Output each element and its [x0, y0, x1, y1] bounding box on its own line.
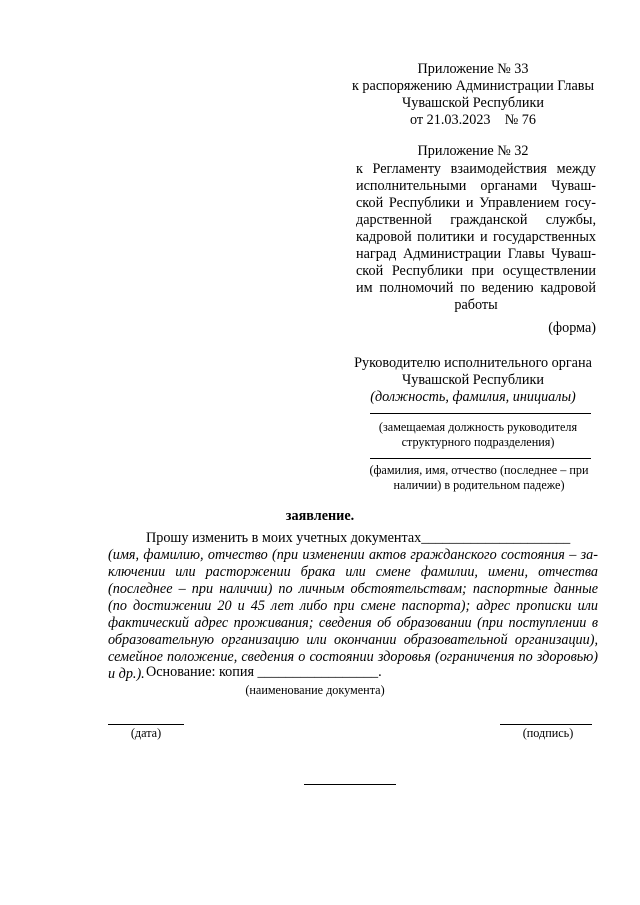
bottom-separator: [304, 784, 396, 785]
annex-33-date: от 21.03.2023 № 76: [410, 112, 536, 128]
annex-33-republic: Чувашской Республики: [402, 95, 544, 111]
request-italic-first-line: (имя, фамилию, отчество (при изменении актов гражданского состояния – за-: [108, 547, 598, 563]
annex-32-line: работы: [454, 297, 498, 313]
addressee-line2: Чувашской Республики: [402, 372, 544, 388]
form-label: (форма): [548, 320, 596, 336]
position-fill-line[interactable]: [370, 413, 591, 414]
annex-32-line: ской Республики и Управлением госу-: [356, 195, 596, 211]
annex-32-line: исполнительными органами Чуваш-: [356, 178, 596, 194]
addressee-hint: (должность, фамилия, инициалы): [370, 389, 576, 405]
signature-caption: (подпись): [522, 726, 574, 740]
annex-32-line: к Регламенту взаимодействия между: [356, 161, 596, 177]
statement-title: заявление.: [285, 508, 355, 524]
request-italic-text: ключении или расторжении брака или смене фамилии, имени, отчества (последнее – при наличии) по личным обстоятельствам; паспортные данные (по достижении 20 и 45 лет либо при смене паспорта); адрес прописки или фактический адрес проживания; сведения об образовании (при поступлении в образовательную организацию или окончании образовательной организации), семейное положение, сведения о состоянии здоровья (ограничения по здоровью) и др.).: [108, 564, 598, 682]
annex-33-header: [350, 61, 596, 129]
date-caption: (дата): [130, 726, 162, 740]
annex-32-line: кадровой политики и государственных: [356, 229, 596, 245]
annex-32-line: наград Администрации Главы Чуваш-: [356, 246, 596, 262]
annex-32-line: ской Республики при осуществлении: [356, 263, 596, 279]
annex-32-body: [356, 161, 596, 314]
name-fill-line[interactable]: [370, 458, 591, 459]
annex-32-line: дарственной гражданской службы,: [356, 212, 596, 228]
annex-32-line: им полномочий по ведению кадровой: [356, 280, 596, 296]
request-paragraph: [108, 530, 598, 683]
addressee-block: [350, 355, 596, 406]
signature-fill-line[interactable]: [500, 724, 592, 725]
addressee-line1: Руководителю исполнительного органа: [354, 355, 592, 371]
annex-33-title: Приложение № 33: [417, 61, 529, 77]
basis-caption: (наименование документа): [245, 683, 385, 697]
request-line: Прошу изменить в моих учетных документах_____________________: [146, 530, 571, 546]
annex-32-title: Приложение № 32: [417, 143, 529, 159]
position-caption: (замещаемая должность руководителя структурного подразделения): [378, 420, 578, 449]
date-fill-line[interactable]: [108, 724, 184, 725]
basis-line: Основание: копия _________________.: [146, 664, 382, 680]
annex-33-order: к распоряжению Администрации Главы: [351, 78, 595, 94]
name-caption: (фамилия, имя, отчество (последнее – при наличии) в родительном падеже): [369, 463, 589, 492]
